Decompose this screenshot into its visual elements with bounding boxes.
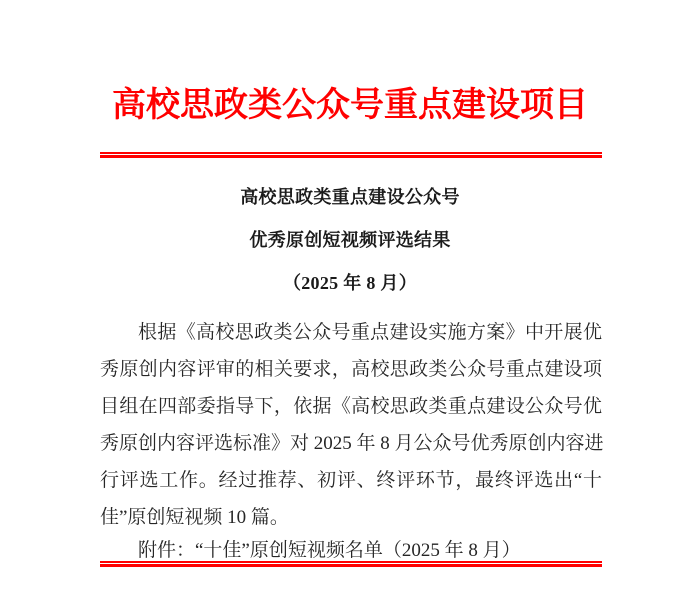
body-paragraph-line: 秀原创内容评选标准》对 2025 年 8 月公众号优秀原创内容进 (100, 432, 604, 454)
body-paragraph-line: 佳”原创短视频 10 篇。 (100, 506, 289, 528)
body-paragraph-line: 秀原创内容评审的相关要求，高校思政类公众号重点建设项 (100, 358, 602, 380)
attachment-reference: 附件：“十佳”原创短视频名单（2025 年 8 月） (138, 539, 521, 561)
document-subtitle-block (0, 184, 700, 296)
body-paragraph-line: 行评选工作。经过推荐、初评、终评环节，最终评选出“十 (100, 469, 602, 491)
body-paragraph-line: 根据《高校思政类公众号重点建设实施方案》中开展优 (138, 321, 602, 343)
document-masthead-title: 高校思政类公众号重点建设项目 (112, 86, 588, 124)
body-paragraph-line: 目组在四部委指导下，依据《高校思政类重点建设公众号优 (100, 395, 602, 417)
body-paragraph (100, 314, 602, 536)
subtitle-date: （2025 年 8 月） (282, 272, 418, 293)
subtitle-line-1: 高校思政类重点建设公众号 (240, 186, 460, 207)
footer-double-rule (100, 561, 602, 567)
masthead-double-rule (100, 152, 602, 158)
subtitle-line-2: 优秀原创短视频评选结果 (249, 229, 451, 250)
